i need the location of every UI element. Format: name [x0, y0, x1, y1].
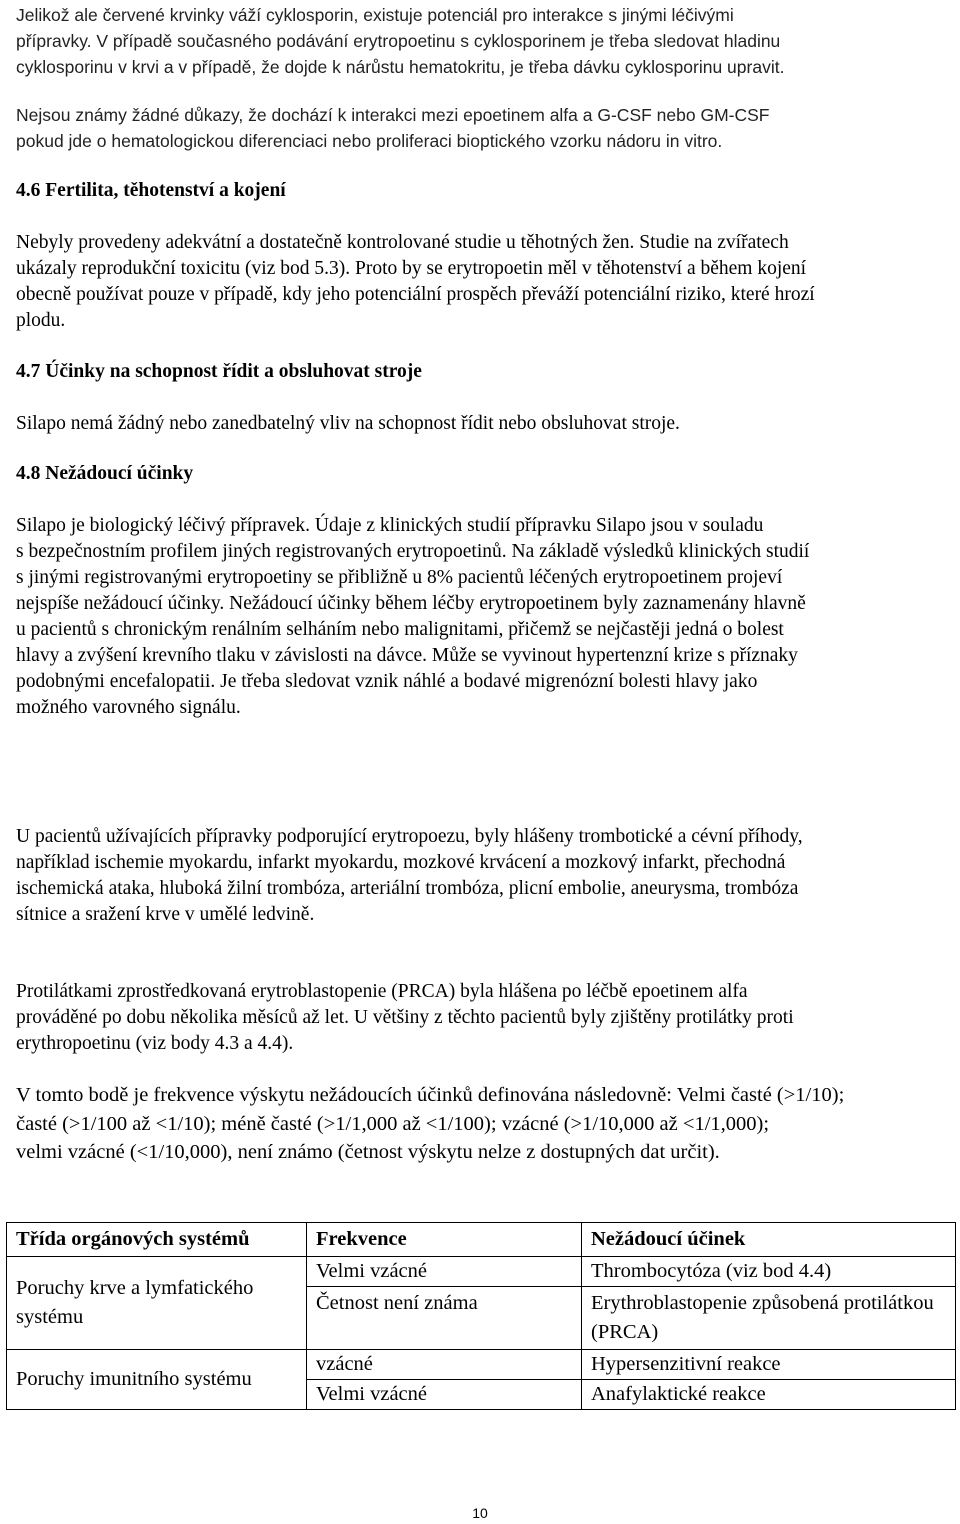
- text-line: přípravky. V případě současného podávání erytropoetinu s cyklosporinem je třeba sledovat hladinu: [16, 31, 781, 51]
- text-line: hlavy a zvýšení krevního tlaku v závislosti na dávce. Může se vyvinout hypertenzní krize s příznaky: [16, 645, 798, 666]
- text-line: prováděné po dobu několika měsíců až let. U většiny z těchto pacientů byly zjištěny protilátky proti: [16, 1007, 794, 1028]
- text-line: s jinými registrovanými erytropoetiny se přibližně u 8% pacientů léčených erytropoetinem projeví: [16, 567, 783, 588]
- text-line: obecně používat pouze v případě, kdy jeho potenciální prospěch převáží potenciální riziko, které hrozí: [16, 284, 815, 305]
- cyclosporin-paragraph: [16, 2, 946, 80]
- adverse-effect-cell: Hypersenzitivní reakce: [582, 1350, 956, 1380]
- section-4-8-heading: 4.8 Nežádoucí účinky: [16, 463, 194, 484]
- header-adverse-effect: Nežádoucí účinek: [582, 1223, 956, 1257]
- table-row: [7, 1257, 956, 1287]
- section-4-7-paragraph: Silapo nemá žádný nebo zanedbatelný vliv na schopnost řídit nebo obsluhovat stroje.: [16, 413, 680, 434]
- text-line: u pacientů s chronickým renálním selháním nebo malignitami, přičemž se nejčastěji jedná o bolest: [16, 619, 784, 640]
- text-line: podobnými encefalopatii. Je třeba sledovat vznik náhlé a bodavé migrenózní bolesti hlavy jako: [16, 671, 758, 692]
- section-4-6-paragraph: [16, 230, 946, 334]
- text-line: ukázaly reprodukční toxicitu (viz bod 5.3). Proto by se erytropoetin měl v těhotenství a během kojení: [16, 258, 807, 279]
- prca-paragraph: [16, 979, 946, 1057]
- section-4-6-heading: 4.6 Fertilita, těhotenství a kojení: [16, 180, 286, 201]
- organ-class-cell: Poruchy imunitního systému: [7, 1350, 307, 1410]
- text-line: Protilátkami zprostředkovaná erytroblastopenie (PRCA) byla hlášena po léčbě epoetinem alfa: [16, 981, 748, 1002]
- text-line: například ischemie myokardu, infarkt myokardu, mozkové krvácení a mozkový infarkt, přechodná: [16, 852, 786, 873]
- text-line: Nejsou známy žádné důkazy, že dochází k interakci mezi epoetinem alfa a G-CSF nebo GM-CSF: [16, 105, 770, 125]
- page-number: 10: [472, 1505, 488, 1521]
- thrombotic-events-paragraph: [16, 824, 946, 928]
- text-line: plodu.: [16, 310, 66, 331]
- text-line: časté (>1/100 až <1/10); méně časté (>1/1,000 až <1/100); vzácné (>1/10,000 až <1/1,000);: [16, 1112, 770, 1135]
- text-line: možného varovného signálu.: [16, 697, 241, 718]
- adverse-effect-cell: Thrombocytóza (viz bod 4.4): [582, 1257, 956, 1287]
- section-4-8-paragraph: [16, 513, 946, 721]
- text-line: Nebyly provedeny adekvátní a dostatečně kontrolované studie u těhotných žen. Studie na zvířatech: [16, 232, 789, 253]
- text-line: Jelikož ale červené krvinky váží cyklosporin, existuje potenciál pro interakce s jinými léčivými: [16, 5, 734, 25]
- frequency-cell: Četnost není známa: [307, 1287, 582, 1350]
- frequency-cell: Velmi vzácné: [307, 1380, 582, 1410]
- text-line: U pacientů užívajících přípravky podporující erytropoezu, byly hlášeny trombotické a cévní příhody,: [16, 826, 803, 847]
- text-line: erythropoetinu (viz body 4.3 a 4.4).: [16, 1033, 294, 1054]
- header-frequency: Frekvence: [307, 1223, 582, 1257]
- gcsf-interaction-paragraph: [16, 102, 946, 154]
- text-line: pokud jde o hematologickou diferenciaci nebo proliferaci bioptického vzorku nádoru in vitro.: [16, 131, 723, 151]
- frequency-cell: Velmi vzácné: [307, 1257, 582, 1287]
- text-line: velmi vzácné (<1/10,000), není známo (četnost výskytu nelze z dostupných dat určit).: [16, 1141, 720, 1163]
- frequency-definition-paragraph: [16, 1081, 946, 1167]
- adverse-effects-table: [6, 1222, 956, 1410]
- text-line: cyklosporinu v krvi a v případě, že dojde k nárůstu hematokritu, je třeba dávku cyklosporinu upravit.: [16, 57, 785, 77]
- text-line: V tomto bodě je frekvence výskytu nežádoucích účinků definována následovně: Velmi časté (>1/10);: [16, 1084, 845, 1106]
- section-4-7-heading: 4.7 Účinky na schopnost řídit a obsluhovat stroje: [16, 361, 422, 382]
- text-line: sítnice a sražení krve v umělé ledvině.: [16, 904, 315, 925]
- table-header-row: [7, 1223, 956, 1257]
- text-line: Silapo je biologický léčivý přípravek. Údaje z klinických studií přípravku Silapo jsou v souladu: [16, 515, 764, 536]
- text-line: s bezpečnostním profilem jiných registrovaných erytropoetinů. Na základě výsledků klinických studií: [16, 541, 810, 562]
- adverse-effect-cell: Anafylaktické reakce: [582, 1380, 956, 1410]
- organ-class-cell: Poruchy krve a lymfatického systému: [7, 1257, 307, 1350]
- text-line: nejspíše nežádoucí účinky. Nežádoucí účinky během léčby erytropoetinem byly zaznamenány hlavně: [16, 593, 806, 614]
- text-line: ischemická ataka, hluboká žilní trombóza, arteriální trombóza, plicní embolie, aneurysma, trombóza: [16, 878, 799, 899]
- frequency-cell: vzácné: [307, 1350, 582, 1380]
- adverse-effect-cell: Erythroblastopenie způsobená protilátkou (PRCA): [582, 1287, 956, 1350]
- header-organ-class: Třída orgánových systémů: [7, 1223, 307, 1257]
- table-row: [7, 1350, 956, 1380]
